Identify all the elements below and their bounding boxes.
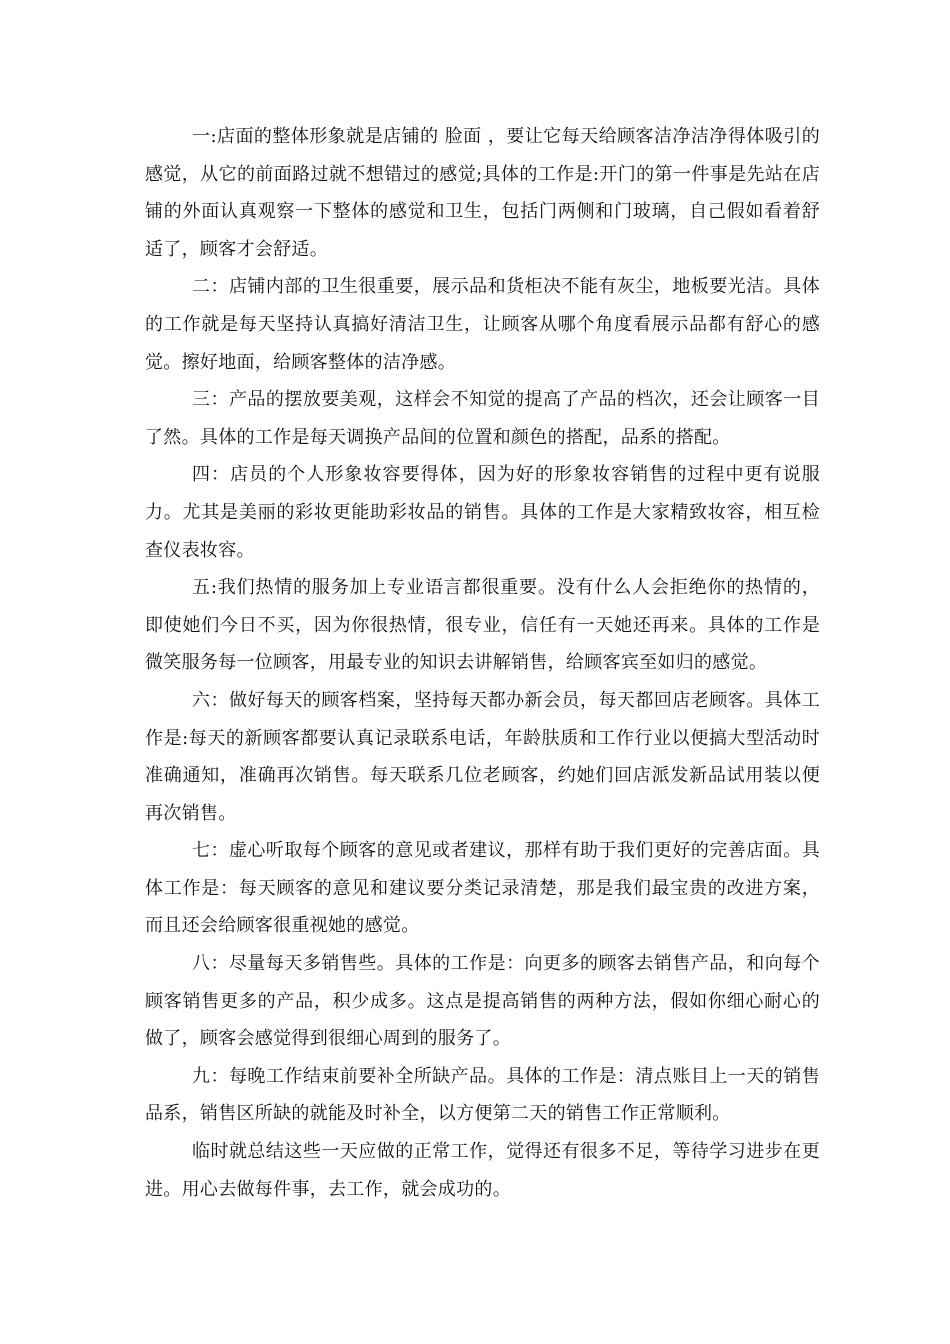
paragraph-1: 一:店面的整体形象就是店铺的 脸面 ，要让它每天给顾客洁净洁净得体吸引的感觉，从它的前面路过就不想错过的感觉;具体的工作是:开门的第一件事是先站在店铺的外面认真观察一下整体的感觉和卫生，包括门两侧和门玻璃，自己假如看着舒适了，顾客才会舒适。 xyxy=(145,126,820,260)
document-body xyxy=(145,118,820,1208)
paragraph-6: 六：做好每天的顾客档案，坚持每天都办新会员，每天都回店老顾客。具体工作是:每天的新顾客都要认真记录联系电话，年龄肤质和工作行业以便搞大型活动时准确通知，准确再次销售。每天联系几位老顾客，约她们回店派发新品试用装以便再次销售。 xyxy=(145,689,820,824)
paragraph-5: 五:我们热情的服务加上专业语言都很重要。没有什么人会拒绝你的热情的，即使她们今日不买，因为你很热情，很专业，信任有一天她还再来。具体的工作是微笑服务每一位顾客，用最专业的知识去讲解销售，给顾客宾至如归的感觉。 xyxy=(145,577,820,674)
paragraph-2: 二：店铺内部的卫生很重要，展示品和货柜决不能有灰尘，地板要光洁。具体的工作就是每天坚持认真搞好清洁卫生，让顾客从哪个角度看展示品都有舒心的感觉。擦好地面，给顾客整体的洁净感。 xyxy=(145,276,820,373)
paragraph-4: 四：店员的个人形象妆容要得体，因为好的形象妆容销售的过程中更有说服力。尤其是美丽的彩妆更能助彩妆品的销售。具体的工作是大家精致妆容，相互检查仪表妆容。 xyxy=(145,464,820,561)
paragraph-8: 八：尽量每天多销售些。具体的工作是：向更多的顾客去销售产品，和向每个顾客销售更多的产品，积少成多。这点是提高销售的两种方法，假如你细心耐心的做了，顾客会感觉得到很细心周到的服务了。 xyxy=(145,953,820,1050)
paragraph-3: 三：产品的摆放要美观，这样会不知觉的提高了产品的档次，还会让顾客一目了然。具体的工作是每天调换产品间的位置和颜色的搭配，品系的搭配。 xyxy=(145,389,820,448)
paragraph-9: 九：每晚工作结束前要补全所缺产品。具体的工作是：清点账目上一天的销售品系，销售区所缺的就能及时补全，以方便第二天的销售工作正常顺利。 xyxy=(145,1065,820,1125)
paragraph-7: 七：虚心听取每个顾客的意见或者建议，那样有助于我们更好的完善店面。具体工作是：每天顾客的意见和建议要分类记录清楚，那是我们最宝贵的改进方案，而且还会给顾客很重视她的感觉。 xyxy=(145,840,820,937)
paragraph-10: 临时就总结这些一天应做的正常工作，觉得还有很多不足，等待学习进步在更进。用心去做每件事，去工作，就会成功的。 xyxy=(145,1141,820,1200)
